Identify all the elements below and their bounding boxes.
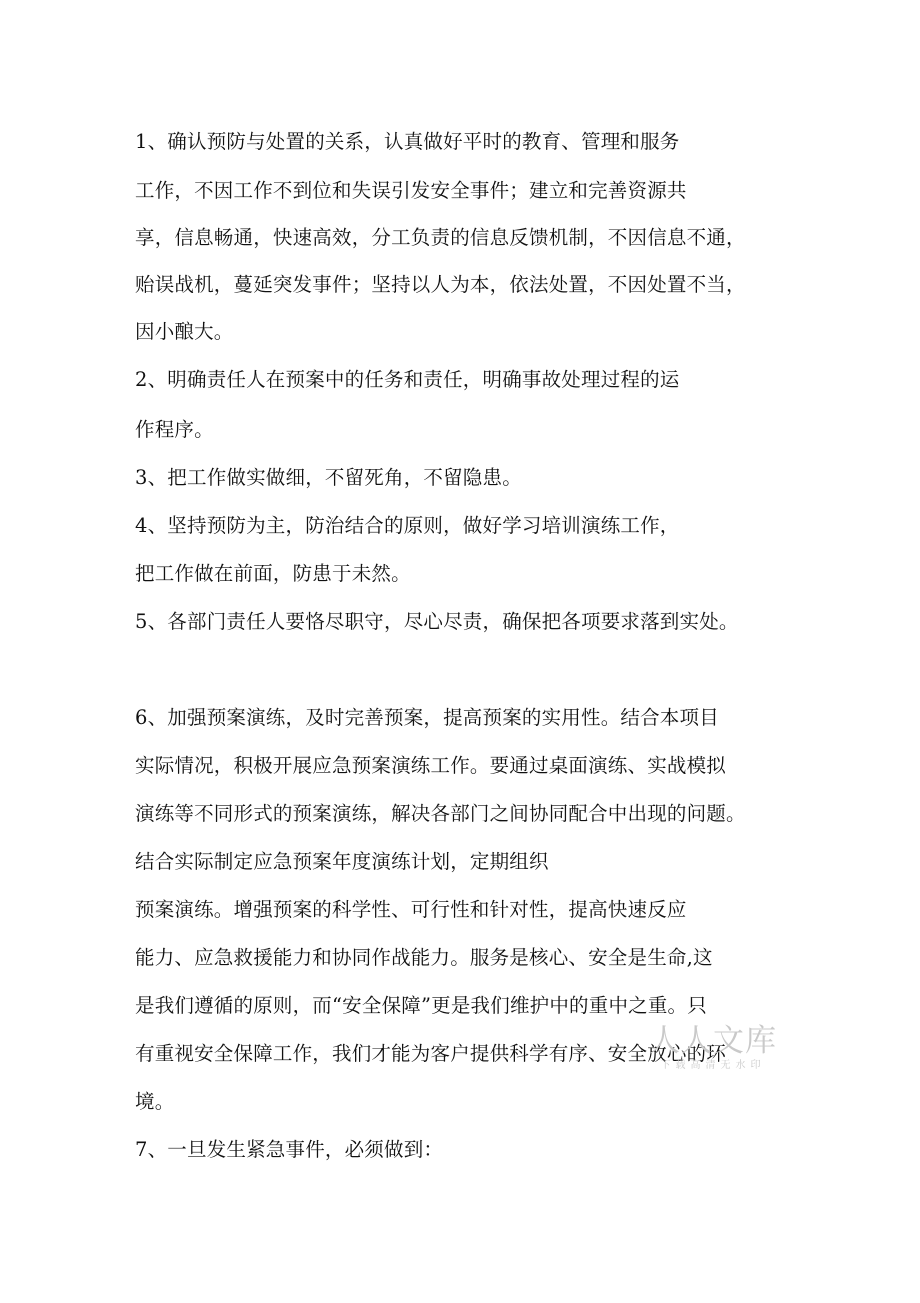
text-line-11: 5、各部门责任人要恪尽职守，尽心尽责，确保把各项要求落到实处。 xyxy=(135,610,739,633)
text-line-20: 境。 xyxy=(135,1090,175,1113)
text-line-16: 预案演练。增强预案的科学性、可行性和针对性，提高快速反应 xyxy=(135,898,687,921)
text-line-12: 6、加强预案演练，及时完善预案，提高预案的实用性。结合本项目 xyxy=(135,706,719,729)
text-line-7: 作程序。 xyxy=(135,418,214,441)
text-line-17: 能力、应急救援能力和协同作战能力。服务是核心、安全是生命,这 xyxy=(135,946,713,969)
text-line-6: 2、明确责任人在预案中的任务和责任，明确事故处理过程的运 xyxy=(135,368,680,391)
text-line-5: 因小酿大。 xyxy=(135,320,234,343)
text-line-9: 4、坚持预防为主，防治结合的原则，做好学习培训演练工作， xyxy=(135,514,680,537)
text-line-1: 1、确认预防与处置的关系，认真做好平时的教育、管理和服务 xyxy=(135,130,680,153)
text-line-4: 贻误战机，蔓延突发事件；坚持以人为本，依法处置，不因处置不当， xyxy=(135,273,746,296)
text-line-19: 有重视安全保障工作，我们才能为客户提供科学有序、安全放心的环 xyxy=(135,1042,727,1065)
text-line-14: 演练等不同形式的预案演练，解决各部门之间协同配合中出现的问题。 xyxy=(135,802,746,825)
text-line-8: 3、把工作做实做细，不留死角，不留隐患。 xyxy=(135,466,522,489)
watermark-logo xyxy=(648,1024,778,1072)
text-line-3: 享，信息畅通，快速高效，分工负责的信息反馈机制，不因信息不通， xyxy=(135,226,746,249)
watermark-title: 人人文库 xyxy=(649,1023,777,1059)
text-line-15: 结合实际制定应急预案年度演练计划，定期组织 xyxy=(135,850,549,873)
text-line-2: 工作，不因工作不到位和失误引发安全事件；建立和完善资源共 xyxy=(135,179,687,202)
text-line-13: 实际情况，积极开展应急预案演练工作。要通过桌面演练、实战模拟 xyxy=(135,754,727,777)
text-line-21: 7、一旦发生紧急事件，必须做到： xyxy=(135,1138,444,1161)
watermark-subtitle: 下载高清无水印 xyxy=(660,1060,766,1071)
text-line-18: 是我们遵循的原则，而“安全保障”更是我们维护中的重中之重。只 xyxy=(135,994,707,1017)
text-line-10: 把工作做在前面，防患于未然。 xyxy=(135,562,411,585)
